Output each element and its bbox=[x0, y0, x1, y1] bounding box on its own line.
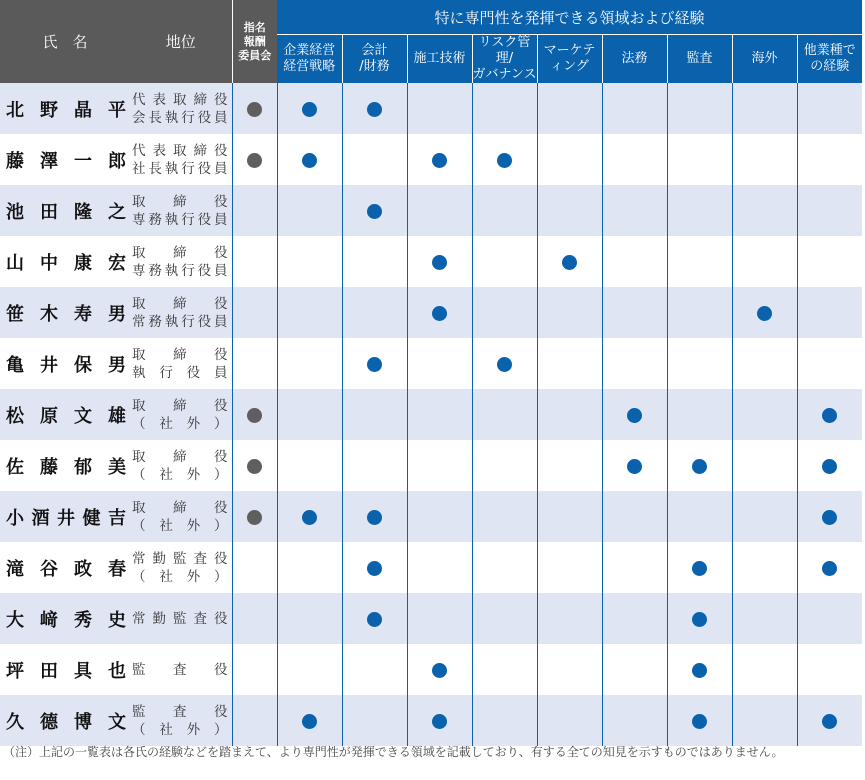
footnote: （注）上記の一覧表は各氏の経験などを踏まえて、より専門性が発揮できる領域を記載しており、有する全ての知見を示すものではありません。 bbox=[3, 745, 784, 759]
skill-cell-5 bbox=[602, 644, 667, 695]
skill-cell-0 bbox=[277, 287, 342, 338]
skill-cell-2 bbox=[407, 695, 472, 746]
skill-dot-icon bbox=[302, 714, 317, 729]
skill-cell-3 bbox=[472, 593, 537, 644]
skill-cell-4 bbox=[537, 542, 602, 593]
person-name-cell bbox=[0, 542, 130, 593]
position-cell bbox=[130, 236, 232, 287]
skill-cell-6 bbox=[667, 389, 732, 440]
position-line: 常務執行役員 bbox=[132, 313, 228, 330]
skill-dot-icon bbox=[367, 357, 382, 372]
skill-dot-icon bbox=[497, 357, 512, 372]
skill-cell-4 bbox=[537, 338, 602, 389]
header-skill-7 bbox=[732, 35, 797, 84]
person-name-cell bbox=[0, 287, 130, 338]
skill-cell-0 bbox=[277, 491, 342, 542]
skill-cell-1 bbox=[342, 185, 407, 236]
skill-cell-0 bbox=[277, 440, 342, 491]
person-name-cell bbox=[0, 695, 130, 746]
header-skill-5 bbox=[602, 35, 667, 84]
skill-dot-icon bbox=[627, 408, 642, 423]
skill-cell-0 bbox=[277, 338, 342, 389]
committee-cell bbox=[232, 389, 277, 440]
position-line: 取締役 bbox=[132, 193, 228, 210]
skill-cell-8 bbox=[797, 338, 862, 389]
skill-cell-1 bbox=[342, 542, 407, 593]
skill-cell-4 bbox=[537, 593, 602, 644]
person-name: 北野晶平 bbox=[6, 99, 126, 121]
skill-cell-7 bbox=[732, 236, 797, 287]
skill-cell-7 bbox=[732, 134, 797, 185]
person-name-cell bbox=[0, 134, 130, 185]
committee-cell bbox=[232, 338, 277, 389]
position-line: 専務執行役員 bbox=[132, 211, 228, 228]
skill-cell-8 bbox=[797, 542, 862, 593]
committee-dot-icon bbox=[247, 153, 262, 168]
committee-cell bbox=[232, 542, 277, 593]
header-committee-line: 指名 bbox=[243, 20, 266, 34]
header-skill-label: 他業種で bbox=[803, 43, 856, 58]
person-name-cell bbox=[0, 491, 130, 542]
skill-dot-icon bbox=[757, 306, 772, 321]
position-line: 取締役 bbox=[132, 499, 228, 516]
skill-cell-7 bbox=[732, 83, 797, 134]
skill-dot-icon bbox=[822, 561, 837, 576]
skill-dot-icon bbox=[302, 153, 317, 168]
skill-cell-5 bbox=[602, 338, 667, 389]
header-skill-3 bbox=[472, 35, 537, 84]
person-name-cell bbox=[0, 83, 130, 134]
skill-dot-icon bbox=[367, 204, 382, 219]
skill-dot-icon bbox=[302, 510, 317, 525]
skill-cell-3 bbox=[472, 83, 537, 134]
skill-cell-3 bbox=[472, 542, 537, 593]
skill-dot-icon bbox=[497, 153, 512, 168]
skill-cell-8 bbox=[797, 695, 862, 746]
position-line: 代表取締役 bbox=[132, 91, 228, 108]
committee-cell bbox=[232, 134, 277, 185]
position-cell bbox=[130, 185, 232, 236]
skill-cell-1 bbox=[342, 236, 407, 287]
skill-cell-2 bbox=[407, 644, 472, 695]
skill-cell-5 bbox=[602, 83, 667, 134]
skill-cell-6 bbox=[667, 185, 732, 236]
person-name-cell bbox=[0, 389, 130, 440]
person-name: 池田隆之 bbox=[6, 201, 126, 223]
person-name: 笹木寿男 bbox=[6, 303, 126, 325]
position-line: （社外） bbox=[132, 568, 228, 585]
header-skill-4 bbox=[537, 35, 602, 84]
skill-cell-6 bbox=[667, 287, 732, 338]
position-line: （社外） bbox=[132, 415, 228, 432]
skill-cell-2 bbox=[407, 491, 472, 542]
skill-cell-1 bbox=[342, 389, 407, 440]
skill-cell-4 bbox=[537, 185, 602, 236]
table-row bbox=[0, 695, 862, 746]
position-line: （社外） bbox=[132, 517, 228, 534]
table-row bbox=[0, 593, 862, 644]
skill-dot-icon bbox=[432, 255, 447, 270]
header-committee bbox=[232, 0, 277, 83]
skill-dot-icon bbox=[432, 714, 447, 729]
skill-cell-0 bbox=[277, 644, 342, 695]
person-name-cell bbox=[0, 593, 130, 644]
skill-cell-4 bbox=[537, 440, 602, 491]
position-line: （社外） bbox=[132, 721, 228, 738]
position-line: （社外） bbox=[132, 466, 228, 483]
skill-cell-3 bbox=[472, 236, 537, 287]
committee-cell bbox=[232, 491, 277, 542]
skill-cell-2 bbox=[407, 236, 472, 287]
skill-cell-4 bbox=[537, 236, 602, 287]
skill-cell-4 bbox=[537, 287, 602, 338]
position-line: 取締役 bbox=[132, 346, 228, 363]
header-skill-label: 会計 bbox=[361, 43, 388, 58]
header-position: 地位 bbox=[130, 0, 232, 83]
person-name-cell bbox=[0, 338, 130, 389]
skill-cell-4 bbox=[537, 389, 602, 440]
skill-cell-6 bbox=[667, 644, 732, 695]
skill-cell-3 bbox=[472, 185, 537, 236]
skill-cell-3 bbox=[472, 287, 537, 338]
skill-cell-6 bbox=[667, 83, 732, 134]
skill-dot-icon bbox=[692, 612, 707, 627]
skill-cell-0 bbox=[277, 695, 342, 746]
table-row bbox=[0, 389, 862, 440]
position-line: 常勤監査役 bbox=[132, 610, 228, 627]
skill-cell-8 bbox=[797, 134, 862, 185]
skill-dot-icon bbox=[822, 408, 837, 423]
table-row bbox=[0, 134, 862, 185]
skill-cell-5 bbox=[602, 542, 667, 593]
position-line: 監査役 bbox=[132, 661, 228, 678]
skill-cell-3 bbox=[472, 338, 537, 389]
skill-cell-6 bbox=[667, 491, 732, 542]
skill-cell-2 bbox=[407, 389, 472, 440]
skill-cell-0 bbox=[277, 185, 342, 236]
skill-dot-icon bbox=[432, 306, 447, 321]
committee-cell bbox=[232, 593, 277, 644]
skill-cell-2 bbox=[407, 542, 472, 593]
header-name: 氏 名 bbox=[0, 0, 130, 83]
skill-cell-3 bbox=[472, 644, 537, 695]
skill-cell-5 bbox=[602, 389, 667, 440]
skill-dot-icon bbox=[692, 663, 707, 678]
skill-cell-1 bbox=[342, 695, 407, 746]
table-row bbox=[0, 338, 862, 389]
skill-cell-8 bbox=[797, 287, 862, 338]
skill-cell-7 bbox=[732, 542, 797, 593]
header-skill-label: の経験 bbox=[810, 59, 850, 74]
committee-cell bbox=[232, 440, 277, 491]
skill-cell-4 bbox=[537, 83, 602, 134]
person-name-cell bbox=[0, 440, 130, 491]
skill-cell-5 bbox=[602, 593, 667, 644]
header-skills-title: 特に専門性を発揮できる領域および経験 bbox=[277, 0, 862, 35]
skill-cell-1 bbox=[342, 440, 407, 491]
header-skill-label: 法務 bbox=[621, 51, 648, 66]
skill-dot-icon bbox=[692, 561, 707, 576]
position-line: 執行役員 bbox=[132, 364, 228, 381]
person-name: 佐藤郁美 bbox=[6, 456, 126, 478]
table-row bbox=[0, 287, 862, 338]
header-skill-label: 監査 bbox=[686, 51, 713, 66]
committee-dot-icon bbox=[247, 102, 262, 117]
skill-cell-6 bbox=[667, 695, 732, 746]
header-skill-2 bbox=[407, 35, 472, 84]
skill-cell-5 bbox=[602, 695, 667, 746]
skill-dot-icon bbox=[562, 255, 577, 270]
table-row bbox=[0, 440, 862, 491]
position-line: 社長執行役員 bbox=[132, 160, 228, 177]
skill-cell-5 bbox=[602, 491, 667, 542]
skill-dot-icon bbox=[822, 459, 837, 474]
skill-cell-7 bbox=[732, 287, 797, 338]
header-skill-8 bbox=[797, 35, 862, 84]
header-committee-line: 委員会 bbox=[238, 48, 272, 62]
skill-cell-1 bbox=[342, 644, 407, 695]
skill-cell-3 bbox=[472, 134, 537, 185]
skill-cell-8 bbox=[797, 440, 862, 491]
skill-cell-0 bbox=[277, 389, 342, 440]
person-name: 藤澤一郎 bbox=[6, 150, 126, 172]
header-skill-label: /財務 bbox=[359, 59, 390, 74]
table-row bbox=[0, 491, 862, 542]
skill-dot-icon bbox=[627, 459, 642, 474]
position-cell bbox=[130, 389, 232, 440]
skill-cell-2 bbox=[407, 83, 472, 134]
skill-cell-6 bbox=[667, 338, 732, 389]
skill-dot-icon bbox=[367, 561, 382, 576]
skill-cell-5 bbox=[602, 236, 667, 287]
header-skill-label: ガバナンス bbox=[472, 67, 537, 82]
skill-cell-4 bbox=[537, 644, 602, 695]
skill-cell-8 bbox=[797, 83, 862, 134]
skill-cell-5 bbox=[602, 440, 667, 491]
skill-cell-3 bbox=[472, 695, 537, 746]
position-line: 監査役 bbox=[132, 703, 228, 720]
position-cell bbox=[130, 491, 232, 542]
skill-cell-0 bbox=[277, 83, 342, 134]
position-cell bbox=[130, 542, 232, 593]
person-name: 亀井保男 bbox=[6, 354, 126, 376]
skill-cell-2 bbox=[407, 134, 472, 185]
header-skill-label: ィング bbox=[550, 59, 589, 74]
header-skill-label: 企業経営 bbox=[283, 43, 336, 58]
committee-dot-icon bbox=[247, 459, 262, 474]
skill-cell-1 bbox=[342, 593, 407, 644]
position-cell bbox=[130, 338, 232, 389]
skill-cell-2 bbox=[407, 185, 472, 236]
position-line: 取締役 bbox=[132, 448, 228, 465]
position-cell bbox=[130, 695, 232, 746]
skill-cell-0 bbox=[277, 542, 342, 593]
skill-cell-6 bbox=[667, 236, 732, 287]
matrix-body bbox=[0, 83, 862, 746]
person-name: 大﨑秀史 bbox=[6, 609, 126, 631]
skill-cell-6 bbox=[667, 593, 732, 644]
committee-dot-icon bbox=[247, 408, 262, 423]
skill-dot-icon bbox=[367, 510, 382, 525]
person-name: 滝谷政春 bbox=[6, 558, 126, 580]
person-name: 久德博文 bbox=[6, 711, 126, 733]
skill-cell-5 bbox=[602, 185, 667, 236]
header-skill-label: リスク管理/ bbox=[478, 35, 531, 66]
skill-cell-7 bbox=[732, 491, 797, 542]
skill-cell-7 bbox=[732, 695, 797, 746]
position-cell bbox=[130, 134, 232, 185]
position-line: 専務執行役員 bbox=[132, 262, 228, 279]
skill-dot-icon bbox=[302, 102, 317, 117]
skill-cell-2 bbox=[407, 440, 472, 491]
skill-cell-7 bbox=[732, 644, 797, 695]
person-name-cell bbox=[0, 185, 130, 236]
skill-cell-6 bbox=[667, 134, 732, 185]
skill-cell-2 bbox=[407, 287, 472, 338]
skill-cell-3 bbox=[472, 389, 537, 440]
committee-cell bbox=[232, 644, 277, 695]
skill-cell-3 bbox=[472, 491, 537, 542]
skill-dot-icon bbox=[432, 153, 447, 168]
header-skill-0 bbox=[277, 35, 342, 84]
skill-cell-2 bbox=[407, 338, 472, 389]
skill-cell-0 bbox=[277, 236, 342, 287]
header-skill-6 bbox=[667, 35, 732, 84]
position-cell bbox=[130, 287, 232, 338]
header-skill-label: 海外 bbox=[751, 51, 778, 66]
skill-dot-icon bbox=[367, 102, 382, 117]
committee-cell bbox=[232, 185, 277, 236]
position-line: 常勤監査役 bbox=[132, 550, 228, 567]
skill-cell-8 bbox=[797, 644, 862, 695]
skill-cell-7 bbox=[732, 185, 797, 236]
skill-cell-7 bbox=[732, 440, 797, 491]
position-cell bbox=[130, 83, 232, 134]
person-name: 小酒井健吉 bbox=[6, 507, 126, 529]
position-cell bbox=[130, 440, 232, 491]
person-name: 山中康宏 bbox=[6, 252, 126, 274]
table-row bbox=[0, 83, 862, 134]
skill-dot-icon bbox=[367, 612, 382, 627]
skill-dot-icon bbox=[822, 510, 837, 525]
skill-cell-7 bbox=[732, 338, 797, 389]
table-row bbox=[0, 185, 862, 236]
skill-cell-8 bbox=[797, 491, 862, 542]
committee-cell bbox=[232, 83, 277, 134]
skill-cell-6 bbox=[667, 440, 732, 491]
skill-cell-0 bbox=[277, 593, 342, 644]
committee-cell bbox=[232, 695, 277, 746]
position-line: 代表取締役 bbox=[132, 142, 228, 159]
position-line: 取締役 bbox=[132, 397, 228, 414]
skill-dot-icon bbox=[432, 663, 447, 678]
table-row bbox=[0, 542, 862, 593]
skill-cell-8 bbox=[797, 185, 862, 236]
skill-cell-8 bbox=[797, 236, 862, 287]
person-name: 松原文雄 bbox=[6, 405, 126, 427]
committee-dot-icon bbox=[247, 510, 262, 525]
table-row bbox=[0, 644, 862, 695]
skill-cell-4 bbox=[537, 491, 602, 542]
position-cell bbox=[130, 644, 232, 695]
skill-cell-6 bbox=[667, 542, 732, 593]
skill-cell-0 bbox=[277, 134, 342, 185]
position-line: 会長執行役員 bbox=[132, 109, 228, 126]
skill-cell-7 bbox=[732, 389, 797, 440]
header-committee-line: 報酬 bbox=[243, 34, 266, 48]
skill-cell-1 bbox=[342, 491, 407, 542]
header-skill-label: 施工技術 bbox=[413, 51, 466, 66]
skill-cell-1 bbox=[342, 287, 407, 338]
person-name-cell bbox=[0, 644, 130, 695]
skill-dot-icon bbox=[692, 714, 707, 729]
skill-cell-1 bbox=[342, 83, 407, 134]
skill-cell-5 bbox=[602, 134, 667, 185]
committee-cell bbox=[232, 287, 277, 338]
skill-cell-1 bbox=[342, 338, 407, 389]
position-line: 取締役 bbox=[132, 244, 228, 261]
header-skill-label: 経営戦略 bbox=[283, 59, 336, 74]
skill-dot-icon bbox=[692, 459, 707, 474]
person-name: 坪田具也 bbox=[6, 660, 126, 682]
header-skill-1 bbox=[342, 35, 407, 84]
skill-dot-icon bbox=[822, 714, 837, 729]
skill-cell-1 bbox=[342, 134, 407, 185]
skill-cell-7 bbox=[732, 593, 797, 644]
skill-cell-4 bbox=[537, 695, 602, 746]
skill-cell-4 bbox=[537, 134, 602, 185]
committee-cell bbox=[232, 236, 277, 287]
skill-cell-5 bbox=[602, 287, 667, 338]
position-line: 取締役 bbox=[132, 295, 228, 312]
skill-cell-8 bbox=[797, 389, 862, 440]
position-cell bbox=[130, 593, 232, 644]
skill-cell-2 bbox=[407, 593, 472, 644]
skill-cell-3 bbox=[472, 440, 537, 491]
table-row bbox=[0, 236, 862, 287]
header-skill-label: マーケテ bbox=[543, 43, 596, 58]
skill-cell-8 bbox=[797, 593, 862, 644]
person-name-cell bbox=[0, 236, 130, 287]
